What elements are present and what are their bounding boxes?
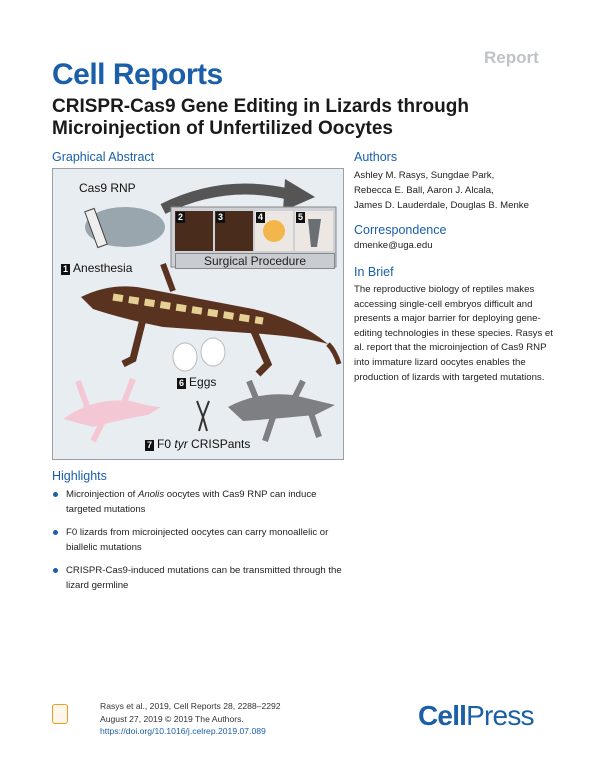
step-1-label [61, 261, 132, 275]
step-2-number: 2 [178, 212, 184, 222]
graphical-abstract-figure [52, 168, 344, 460]
authors-line-3: James D. Lauderdale, Douglas B. Menke [354, 200, 529, 211]
authors-line-1: Ashley M. Rasys, Sungdae Park, [354, 170, 495, 181]
cellpress-cell: Cell [418, 700, 467, 731]
step-4-number: 4 [258, 212, 264, 222]
bullet-icon [53, 492, 58, 497]
egg-1 [173, 343, 197, 371]
wildtype-lizard [228, 394, 335, 421]
authors-heading: Authors [354, 150, 398, 164]
arrow-head [283, 179, 315, 211]
oocyte-dish [263, 220, 285, 242]
highlight-1-italic: Anolis [137, 489, 165, 500]
egg-2 [201, 338, 225, 366]
highlight-1-pre: Microinjection of [66, 489, 138, 500]
citation-footer [100, 700, 281, 738]
step-7-prefix: F0 [157, 437, 175, 451]
graphical-abstract-heading: Graphical Abstract [52, 150, 155, 164]
albino-lizard [63, 400, 161, 427]
bullet-icon [53, 568, 58, 573]
surgical-procedure-label: Surgical Procedure [175, 253, 335, 269]
step-6-number: 6 [179, 378, 185, 388]
highlight-item [52, 525, 342, 555]
step-6-label [177, 375, 216, 389]
cellpress-press: Press [466, 700, 534, 731]
highlight-2-text: F0 lizards from microinjected oocytes can carry monoallelic or biallelic mutations [66, 527, 329, 553]
process-arrow [163, 189, 288, 209]
step-7-label [145, 437, 250, 451]
step-7-number: 7 [147, 440, 153, 450]
step-5-number: 5 [298, 212, 304, 222]
report-tag: Report [484, 48, 539, 67]
step-3-number: 3 [218, 212, 224, 222]
in-brief-heading: In Brief [354, 265, 394, 279]
highlight-1-post: oocytes with Cas9 RNP can induce targeted mutations [66, 489, 317, 515]
cellpress-logo [418, 700, 534, 732]
lizard-leg-back [253, 329, 268, 374]
authors-list [354, 168, 554, 213]
step-1-number: 1 [63, 264, 69, 274]
correspondence-email[interactable]: dmenke@uga.edu [354, 240, 433, 251]
highlight-3-text: CRISPR-Cas9-induced mutations can be transmitted through the lizard germline [66, 565, 342, 591]
lizard-tail [328, 344, 339, 364]
lizard-leg-front [123, 319, 143, 364]
in-brief-text: The reproductive biology of reptiles makes accessing single-cell embryos difficult and presents a major barrier for deploying gene-editing technologies in these species. Rasys et al. report that the microinjection of Cas9 RNP into immature lizard oocytes enables the production of lizards with targeted mutations. [354, 284, 553, 383]
journal-name: Cell Reports [52, 58, 223, 91]
authors-line-2: Rebecca E. Ball, Aaron J. Alcala, [354, 185, 494, 196]
citation-line: Rasys et al., 2019, Cell Reports 28, 2288–2292 [100, 701, 281, 711]
bullet-icon [53, 530, 58, 535]
doi-link[interactable]: https://doi.org/10.1016/j.celrep.2019.07.089 [100, 726, 266, 736]
highlights-heading: Highlights [52, 469, 107, 483]
correspondence-heading: Correspondence [354, 223, 447, 237]
cas9-rnp-label: Cas9 RNP [79, 181, 136, 195]
open-access-icon [52, 704, 68, 724]
highlight-item [52, 487, 342, 517]
forceps-icon [197, 401, 209, 431]
highlights-list [52, 487, 342, 601]
step-6-text: Eggs [189, 375, 217, 389]
step-7-gene: tyr [174, 437, 188, 451]
step-7-suffix: CRISPants [187, 437, 251, 451]
date-line: August 27, 2019 © 2019 The Authors. [100, 713, 244, 724]
highlight-item [52, 563, 342, 593]
article-title: CRISPR-Cas9 Gene Editing in Lizards through Microinjection of Unfertilized Oocytes [52, 96, 469, 139]
lizard-leg-top [163, 264, 173, 291]
step-1-text: Anesthesia [73, 261, 133, 275]
